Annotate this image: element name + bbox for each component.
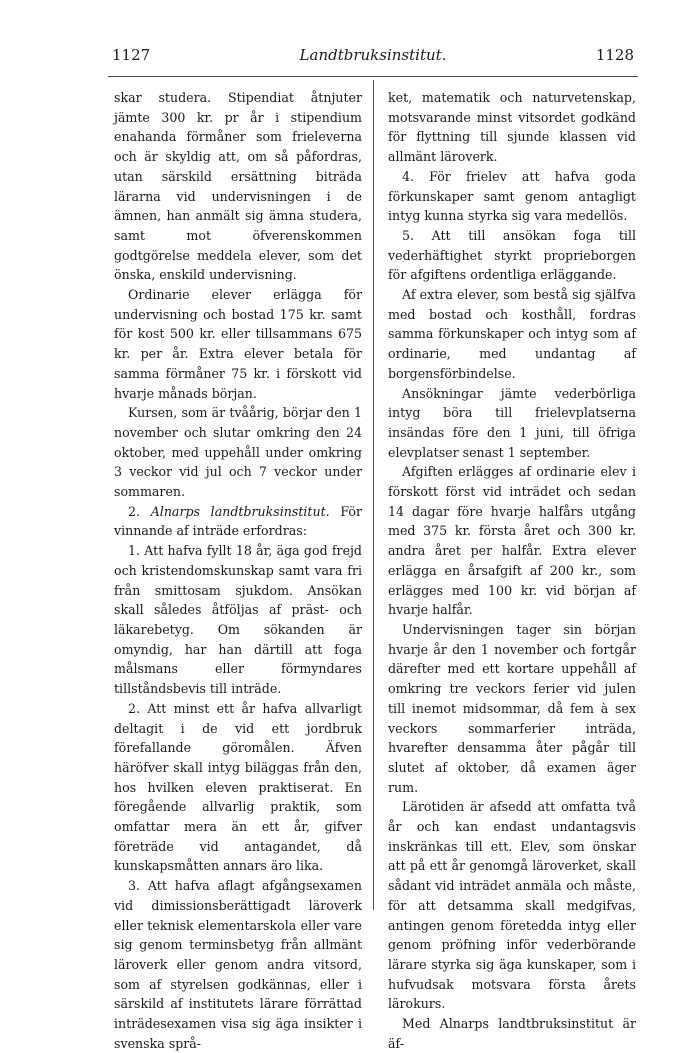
paragraph: Ansökningar jämte vederbörliga intyg böra till frielevplatserna insändas före den 1 juni, till öfriga elevplatser senast 1 september. [388, 385, 636, 460]
paragraph: Afgiften erlägges af ordinarie elev i förskott först vid inträdet och sedan 14 dagar före hvarje halfårs utgång med 375 kr. första året och 300 kr. andra året per halfår. Extra elever erlägga en årsafgift af 200 kr., som erlägges med 100 kr. vid början af hvarje halfår. [388, 464, 636, 618]
paragraph: skar studera. Stipendiat åtnjuter jämte 300 kr. pr år i stipendium enahanda förmåner som frieleverna och är skyldig att, om så påfordras, utan särskild ersättning biträda lärarna vid undervisningen i de ämnen, han anmält sig ämna studera, samt mot öfverenskommen godtgörelse meddela elever, som det önska, enskild undervisning. [114, 90, 362, 283]
paragraph: 4. För frielev att hafva goda förkunskaper samt genom antagligt intyg kunna styrka sig vara medellös. [388, 168, 636, 224]
paragraph: Af extra elever, som bestå sig själfva med bostad och kosthåll, fordras samma förkunskaper och intyg som af ordinarie, med undantag af borgensförbindelse. [388, 287, 636, 381]
paragraph: 1. Att hafva fyllt 18 år, äga god frejd och kristendomskunskap samt vara fri från smittosam sjukdom. Ansökan skall således åtföljas af präst- och läkarebetyg. Om sökanden är omyndig, har han därtill att foga målsmans eller förmyndares tillståndsbevis till inträde. [114, 543, 362, 697]
column-divider [373, 80, 374, 910]
paragraph: Lärotiden är afsedd att omfatta två år och kan endast undantagsvis inskränkas till ett. Elev, som önskar att på ett år genomgå läroverket, skall sådant vid inträdet anmäla och måste, för att detsamma skall medgifvas, antingen genom företedda intyg eller genom pröfning inför vederbörande lärare styrka sig äga kunskaper, som i hufvudsak motsvara första årets lärokurs. [388, 799, 636, 1012]
page-number-right: 1128 [595, 46, 634, 64]
running-header [112, 46, 634, 68]
section-heading-paragraph [114, 502, 362, 541]
paragraph: Med Alnarps landtbruksinstitut är äf- [388, 1016, 636, 1051]
paragraph: Kursen, som är tvåårig, börjar den 1 november och slutar omkring den 24 oktober, med uppehåll under omkring 3 veckor vid jul och 7 veckor under sommaren. [114, 405, 362, 500]
paragraph: Undervisningen tager sin början hvarje år den 1 november och fortgår därefter med ett kortare uppehåll af omkring tre veckors ferier vid julen till inemot midsommar, då fem à sex veckors sommarferier inträda, hvarefter densamma åter pågår till slutet af oktober, då examen äger rum. [388, 621, 636, 795]
left-column [114, 88, 362, 1053]
running-title: Landtbruksinstitut. [299, 46, 447, 64]
header-rule [108, 76, 638, 77]
section-number: 2. [128, 503, 151, 519]
section-title: Alnarps landtbruksinstitut. [150, 503, 330, 519]
page-number-left: 1127 [112, 46, 151, 64]
paragraph: 3. Att hafva aflagt afgångsexamen vid dimissionsberättigadt läroverk eller teknisk elementarskola eller vare sig genom terminsbetyg från allmänt läroverk eller genom andra vitsord, som af styrelsen godkännas, eller i särskild af institutets lärare förrättad inträdesexamen visa sig äga insikter i svenska språ- [114, 878, 362, 1051]
paragraph: Ordinarie elever erlägga för undervisning och bostad 175 kr. samt för kost 500 kr. eller tillsammans 675 kr. per år. Extra elever betala för samma förmåner 75 kr. i förskott vid hvarje månads början. [114, 287, 362, 401]
paragraph: ket, matematik och naturvetenskap, motsvarande minst vitsordet godkänd för flyttning till sjunde klassen vid allmänt läroverk. [388, 90, 636, 165]
right-column [388, 88, 636, 1053]
section-lead: För vinnande af inträde erfordras: [114, 503, 362, 539]
paragraph: 5. Att till ansökan foga till vederhäftighet styrkt proprieborgen för afgiftens ordentliga erläggande. [388, 227, 636, 283]
paragraph: 2. Att minst ett år hafva allvarligt deltagit i de vid ett jordbruk förefallande göromålen. Äfven häröfver skall intyg biläggas från den, hos hvilken eleven praktiserat. En föregående allvarlig praktik, som omfattar mera än ett år, gifver företräde vid antagandet, då kunskapsmåtten annars äro lika. [114, 700, 362, 874]
